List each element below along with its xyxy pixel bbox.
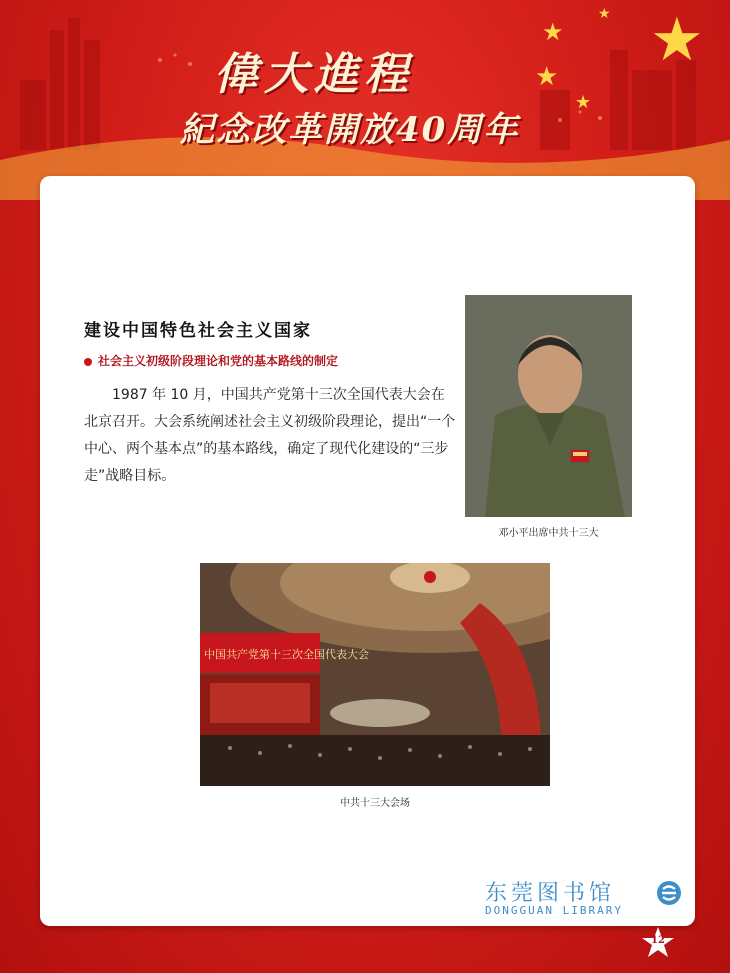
- library-name-en: DONGGUAN LIBRARY: [485, 904, 623, 917]
- page-number-badge: [640, 925, 676, 961]
- star-icon: ★: [535, 62, 559, 92]
- banner-subtitle: 紀念改革開放40周年: [180, 110, 520, 150]
- congress-hall-caption: 中共十三大会场: [340, 798, 410, 809]
- star-icon: ★: [575, 92, 592, 113]
- content-card: [40, 176, 695, 926]
- congress-hall-photo: [200, 563, 550, 786]
- portrait-photo: [465, 295, 632, 517]
- library-name-cn: 东莞图书馆: [485, 881, 616, 906]
- library-logo-icon: [656, 880, 682, 906]
- star-icon: ★: [598, 6, 611, 22]
- portrait-caption: 邓小平出席中共十三大: [498, 528, 599, 539]
- hall-banner-text: 中国共产党第十三次全国代表大会: [204, 648, 369, 661]
- banner-title: 偉大進程: [214, 49, 414, 100]
- body-paragraph: 1987 年 10 月，中国共产党第十三次全国代表大会在北京召开。大会系统阐述社会主义初级阶段理论，提出“一个中心、两个基本点”的基本路线，确定了现代化建设的“三步走”战略目标。: [84, 387, 456, 484]
- page-number: 12: [651, 935, 665, 946]
- subheading-text: 社会主义初级阶段理论和党的基本路线的制定: [98, 354, 339, 368]
- bullet-icon: [84, 358, 92, 366]
- star-icon: ★: [542, 18, 564, 46]
- subheading: [84, 352, 338, 369]
- star-icon: ★: [650, 5, 704, 75]
- section-title: 建设中国特色社会主义国家: [84, 321, 312, 341]
